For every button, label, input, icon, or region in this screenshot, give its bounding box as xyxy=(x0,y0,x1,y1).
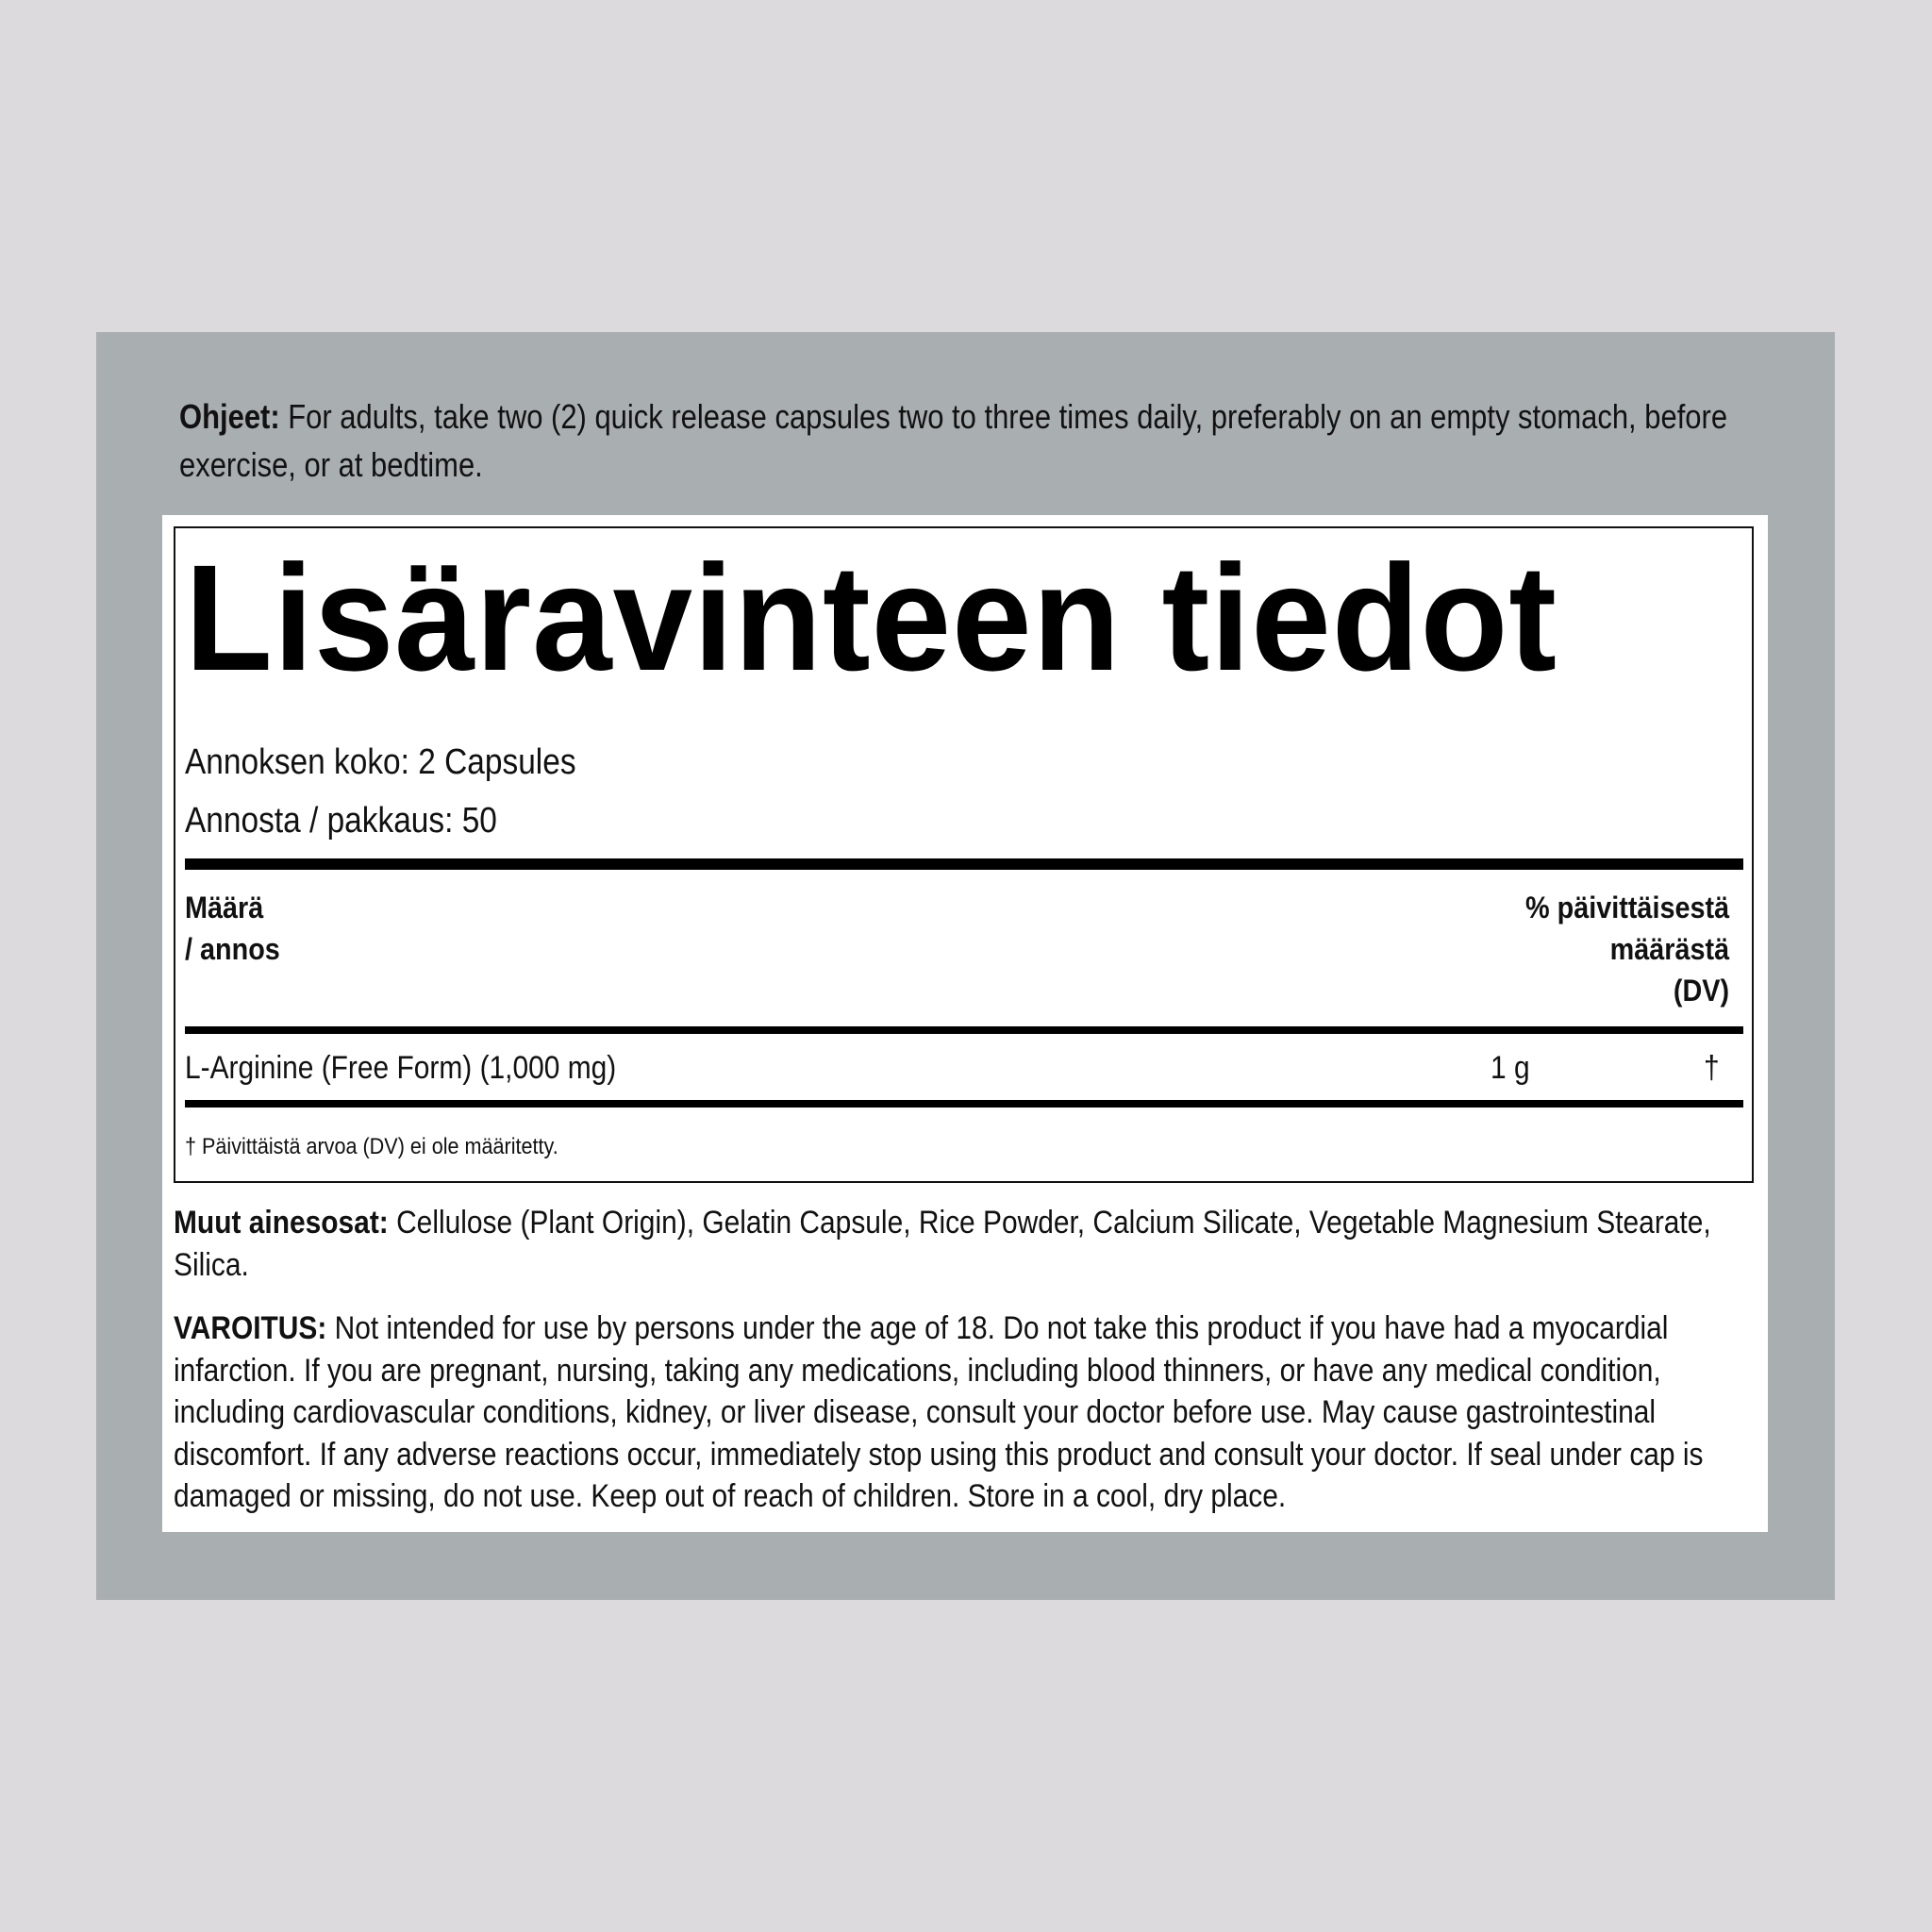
warning-label: VAROITUS: xyxy=(174,1310,327,1346)
label-panel xyxy=(96,332,1835,1600)
supplement-facts-box xyxy=(174,526,1754,1183)
supplement-facts-title: Lisäravinteen tiedot xyxy=(185,533,1557,702)
dv-header-line2: määrästä xyxy=(1609,932,1729,966)
dv-header-line1: % päivittäisestä xyxy=(1524,891,1729,924)
daily-value-header xyxy=(1525,887,1729,1011)
amount-header-line2: / annos xyxy=(185,932,280,966)
other-ingredients-text: Cellulose (Plant Origin), Gelatin Capsule, Rice Powder, Calcium Silicate, Vegetable Magnesium Stearate, Silica. xyxy=(174,1205,1711,1283)
ingredient-amount: 1 g xyxy=(1491,1050,1530,1086)
ingredient-dv: † xyxy=(1704,1050,1720,1086)
ingredient-name: L-Arginine (Free Form) (1,000 mg) xyxy=(185,1050,617,1086)
warning-text: Not intended for use by persons under the age of 18. Do not take this product if you have had a myocardial infarction. If you are pregnant, nursing, taking any medications, including blood thinners, or have any medical condition, including cardiovascular conditions, kidney, or liver disease, consult your doctor before use. May cause gastrointestinal discomfort. If any adverse reactions occur, immediately stop using this product and consult your doctor. If seal under cap is damaged or missing, do not use. Keep out of reach of children. Store in a cool, dry place. xyxy=(174,1310,1704,1514)
serving-size: Annoksen koko: 2 Capsules xyxy=(185,742,576,782)
dv-header-line3: (DV) xyxy=(1673,974,1729,1008)
dv-footnote: † Päivittäistä arvoa (DV) ei ole määritetty. xyxy=(185,1134,558,1159)
header-divider xyxy=(185,1026,1743,1034)
other-ingredients-paragraph xyxy=(174,1202,1734,1286)
directions-text: For adults, take two (2) quick release capsules two to three times daily, preferably on an empty stomach, before exercise, or at bedtime. xyxy=(179,397,1728,484)
row-divider xyxy=(185,1100,1743,1108)
label-card xyxy=(162,515,1768,1532)
servings-per-container: Annosta / pakkaus: 50 xyxy=(185,801,497,841)
directions-paragraph xyxy=(179,392,1786,489)
amount-header-line1: Määrä xyxy=(185,891,264,924)
amount-per-serving-header xyxy=(185,887,280,970)
directions-label: Ohjeet: xyxy=(179,397,280,436)
other-ingredients-label: Muut ainesosat: xyxy=(174,1205,389,1241)
warning-paragraph xyxy=(174,1307,1734,1518)
thick-divider xyxy=(185,858,1743,870)
